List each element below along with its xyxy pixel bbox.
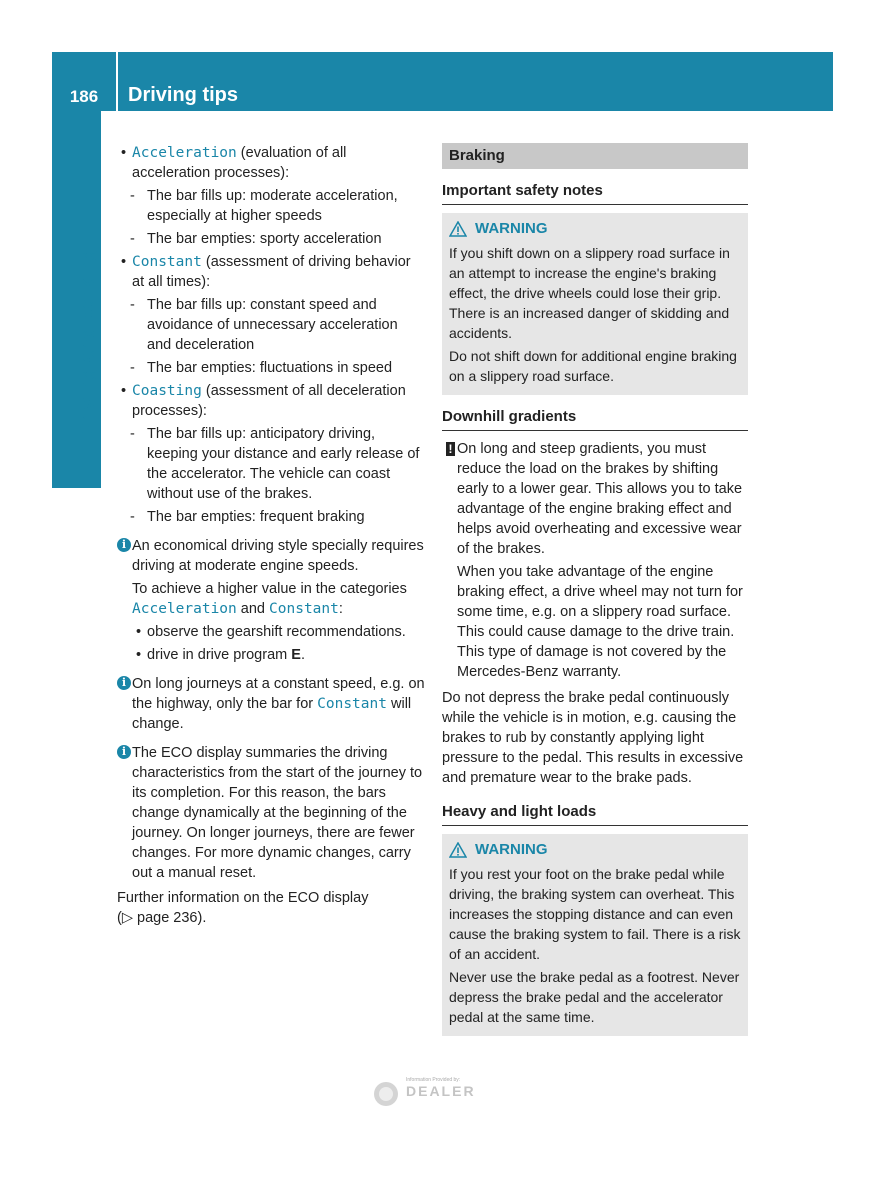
dealer-logo-icon [372,1072,512,1112]
info-icon: i [117,538,131,552]
caution-note: ! On long and steep gradients, you must reduce the load on the brakes by shifting early to a lower gear. This allows you to take advantage of the engine braking effect and helps avoid overheating and excessive wear of the brakes. When you take advantage of the engine braking effect, a drive wheel may not turn for some time, e.g. on a slippery road surface. This could cause damage to the drive train. This type of damage is not covered by the Mercedes-Benz warranty. [442,439,748,682]
info-note-3: i The ECO display summaries the driving characteristics from the start of the journey to its completion. For this reason, the bars change dynamically at the beginning of the journey. On longer journeys, there are fewer changes. For more dynamic changes, carry out a manual reset. [117,743,425,883]
term-constant: Constant [132,254,202,270]
info-bullet: • observe the gearshift recommendations. [136,624,406,640]
exclamation-icon: ! [446,442,455,456]
term-coasting: Coasting [132,383,202,399]
side-tab-label: Driving and parking [77,249,99,437]
sub-item: - The bar fills up: constant speed and avoidance of unnecessary acceleration and deceleration [130,297,398,353]
warning-box-1: WARNING If you shift down on a slippery road surface in an attempt to increase the engine's braking effect, the drive wheels could lose their grip. There is an increased danger of skidding and accidents. Do not shift down for additional engine braking on a slippery road surface. [442,213,748,395]
heading-safety-notes: Important safety notes [442,181,748,205]
section-heading-braking: Braking [442,143,748,169]
warning-box-2: WARNING If you rest your foot on the brake pedal while driving, the braking system can overheat. This increases the stopping distance and can even cause the braking system to fail. There is a risk of an accident. Never use the brake pedal as a footrest. Never depress the brake pedal and the accelerator pedal at the same time. [442,834,748,1036]
page-reference-link[interactable]: (▷ page 236). [117,910,207,926]
sub-item: - The bar empties: sporty acceleration [130,231,382,247]
bullet-acceleration: • Acceleration (evaluation of all acceleration processes): [121,145,347,181]
left-column [117,143,425,928]
footer-brand-text: DEALER [406,1083,476,1099]
sub-item: - The bar fills up: moderate acceleration, especially at higher speeds [130,188,398,224]
further-info: Further information on the ECO display (▷ page 236). [117,888,425,928]
right-column [442,143,748,1046]
page-number: 186 [69,87,99,106]
info-note-1: i An economical driving style specially requires driving at moderate engine speeds. To achieve a higher value in the categories Acceleration and Constant: • observe the gearshift recommendations. • drive in drive program E. [117,536,425,665]
info-icon: i [117,676,131,690]
heading-downhill: Downhill gradients [442,407,748,431]
sub-item: - The bar empties: frequent braking [130,509,365,525]
info-icon: i [117,745,131,759]
pedal-paragraph: Do not depress the brake pedal continuously while the vehicle is in motion, e.g. causing the brakes to rub by constantly applying light pressure to the pedal. This results in excessive and premature wear to the brake pads. [442,690,744,786]
dealer-logo [372,1072,512,1112]
warning-triangle-icon [449,221,467,237]
header-divider [116,52,118,111]
warning-triangle-icon [449,842,467,858]
footer-provided-text: Information Provided by: [406,1077,461,1083]
info-bullet: • drive in drive program E. [136,647,305,663]
info-note-2: i On long journeys at a constant speed, e.g. on the highway, only the bar for Constant will change. [117,674,425,734]
sub-item: - The bar empties: fluctuations in speed [130,360,393,376]
warning-title: WARNING [475,841,548,858]
warning-title: WARNING [475,220,548,237]
bullet-constant: • Constant (assessment of driving behavior at all times): [121,254,411,290]
header-title: Driving tips [128,84,239,106]
heading-loads: Heavy and light loads [442,802,748,826]
bullet-coasting: • Coasting (assessment of all deceleration processes): [121,383,406,419]
sub-item: - The bar fills up: anticipatory driving, keeping your distance and early release of the accelerator. The vehicle can coast without use of the brakes. [130,426,420,502]
term-acceleration: Acceleration [132,145,237,161]
